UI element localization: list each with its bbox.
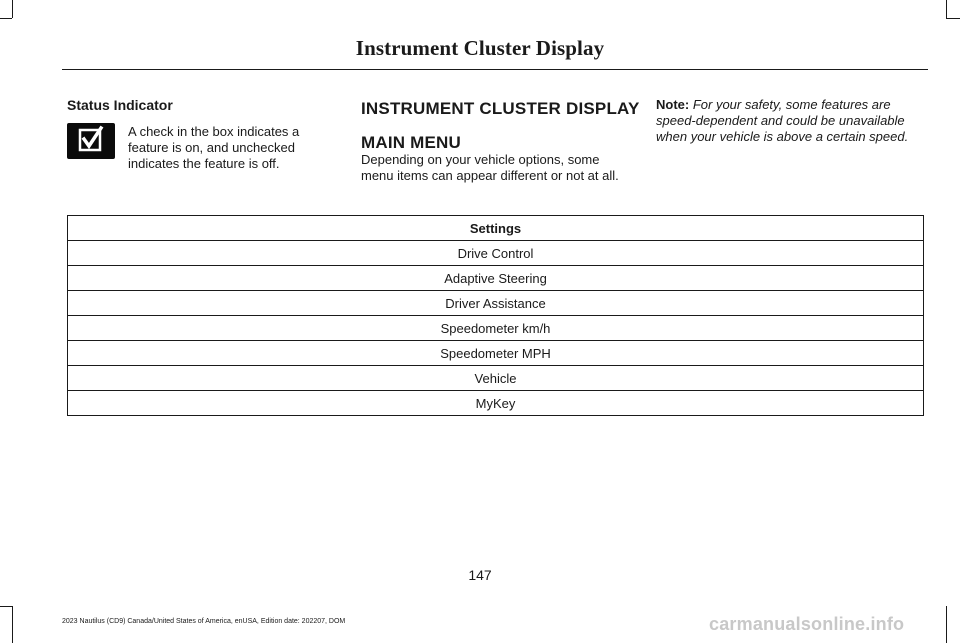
table-cell-mykey: MyKey xyxy=(68,391,924,416)
table-cell-speedometer-mph: Speedometer MPH xyxy=(68,341,924,366)
main-menu-heading-line2: MAIN MENU xyxy=(361,133,462,152)
table-cell-speedometer-kmh: Speedometer km/h xyxy=(68,316,924,341)
main-menu-text: Depending on your vehicle options, some menu items can appear different or not at all. xyxy=(361,152,619,183)
table-cell-adaptive-steering: Adaptive Steering xyxy=(68,266,924,291)
note-label: Note: xyxy=(656,97,690,112)
footer-edition-text: 2023 Nautilus (CD9) Canada/United States of America, enUSA, Edition date: 202207, DOM xyxy=(62,618,346,625)
watermark: carmanualsonline.info xyxy=(709,614,905,634)
menu-table xyxy=(67,215,924,416)
note xyxy=(656,97,928,145)
main-menu-heading xyxy=(361,97,641,155)
table-row xyxy=(68,391,924,416)
check-box-icon xyxy=(67,123,115,159)
crop-mark-top-left-h xyxy=(0,18,12,19)
status-indicator-text: A check in the box indicates a feature is on, and unchecked indicates the feature is off. xyxy=(128,124,300,171)
table-cell-driver-assistance: Driver Assistance xyxy=(68,291,924,316)
main-menu-heading-line1: INSTRUMENT CLUSTER DISPLAY xyxy=(361,99,640,118)
crop-mark-bottom-right-v xyxy=(946,606,947,643)
table-cell-vehicle: Vehicle xyxy=(68,366,924,391)
table-row xyxy=(68,291,924,316)
status-indicator-heading: Status Indicator xyxy=(67,97,173,113)
table-header-settings: Settings xyxy=(68,216,924,241)
table-row xyxy=(68,316,924,341)
header-rule xyxy=(62,69,928,70)
note-text: For your safety, some features are speed-dependent and could be unavailable when your vehicle is above a certain speed. xyxy=(656,97,909,144)
page-header-title: Instrument Cluster Display xyxy=(355,36,605,60)
crop-mark-bottom-left-v xyxy=(12,606,13,643)
table-header-row xyxy=(68,216,924,241)
crop-mark-top-right-h xyxy=(946,18,960,19)
crop-mark-bottom-left-h xyxy=(0,606,12,607)
crop-mark-top-left-v xyxy=(12,0,13,18)
table-row xyxy=(68,266,924,291)
page-number: 147 xyxy=(468,567,492,583)
table-row xyxy=(68,341,924,366)
table-row xyxy=(68,241,924,266)
crop-mark-top-right-v xyxy=(946,0,947,18)
table-row xyxy=(68,366,924,391)
table-cell-drive-control: Drive Control xyxy=(68,241,924,266)
